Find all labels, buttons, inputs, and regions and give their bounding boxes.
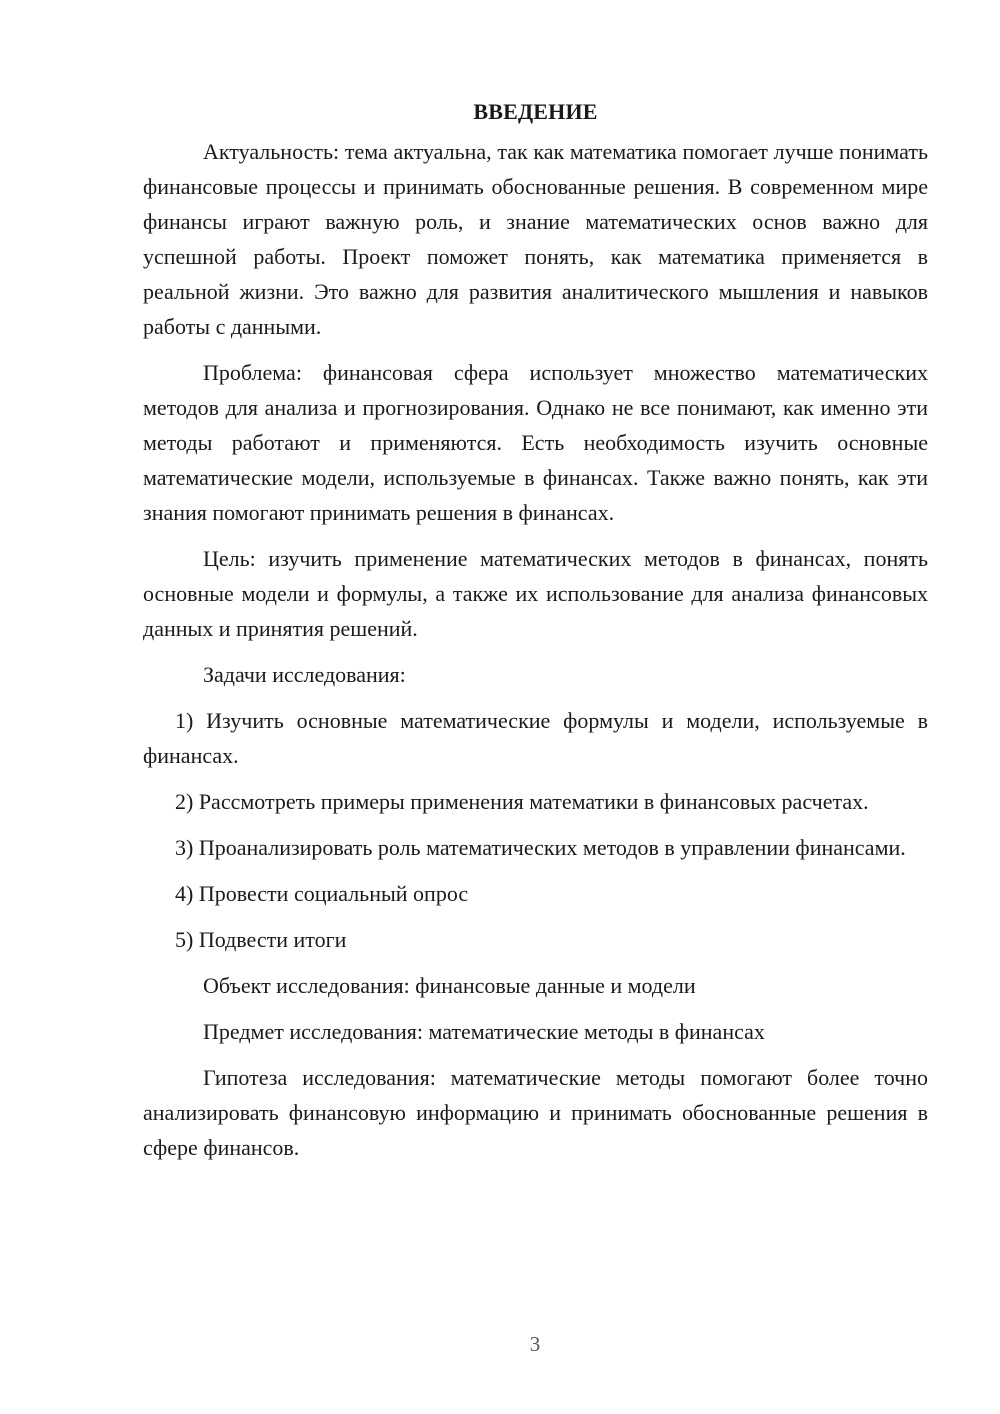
task-item-5: 5) Подвести итоги <box>175 927 347 952</box>
paragraph-problem: Проблема: финансовая сфера использует множество математических методов для анализа и прогнозирования. Однако не все понимают, как именно эти методы работают и применяются. Есть необходимость изучить основные математические модели, используемые в финансах. Также важно понять, как эти знания помогают принимать решения в финансах. <box>143 360 928 525</box>
section-title: ВВЕДЕНИЕ <box>473 99 598 124</box>
task-item-4: 4) Провести социальный опрос <box>175 881 469 906</box>
page-content <box>143 96 928 1176</box>
task-item-2: 2) Рассмотреть примеры применения математики в финансовых расчетах. <box>175 789 869 814</box>
paragraph-relevance: Актуальность: тема актуальна, так как математика помогает лучше понимать финансовые процессы и принимать обоснованные решения. В современном мире финансы играют важную роль, и знание математических основ важно для успешной работы. Проект поможет понять, как математика применяется в реальной жизни. Это важно для развития аналитического мышления и навыков работы с данными. <box>143 139 928 339</box>
paragraph-tasks-heading: Задачи исследования: <box>203 662 406 687</box>
task-item-3: 3) Проанализировать роль математических методов в управлении финансами. <box>175 835 906 860</box>
paragraph-object: Объект исследования: финансовые данные и модели <box>203 973 696 998</box>
paragraph-subject: Предмет исследования: математические методы в финансах <box>203 1019 765 1044</box>
page-number: 3 <box>529 1332 541 1356</box>
paragraph-goal: Цель: изучить применение математических методов в финансах, понять основные модели и формулы, а также их использование для анализа финансовых данных и принятия решений. <box>143 546 928 641</box>
task-item-1: 1) Изучить основные математические формулы и модели, используемые в финансах. <box>143 708 928 768</box>
paragraph-hypothesis: Гипотеза исследования: математические методы помогают более точно анализировать финансовую информацию и принимать обоснованные решения в сфере финансов. <box>143 1065 928 1160</box>
